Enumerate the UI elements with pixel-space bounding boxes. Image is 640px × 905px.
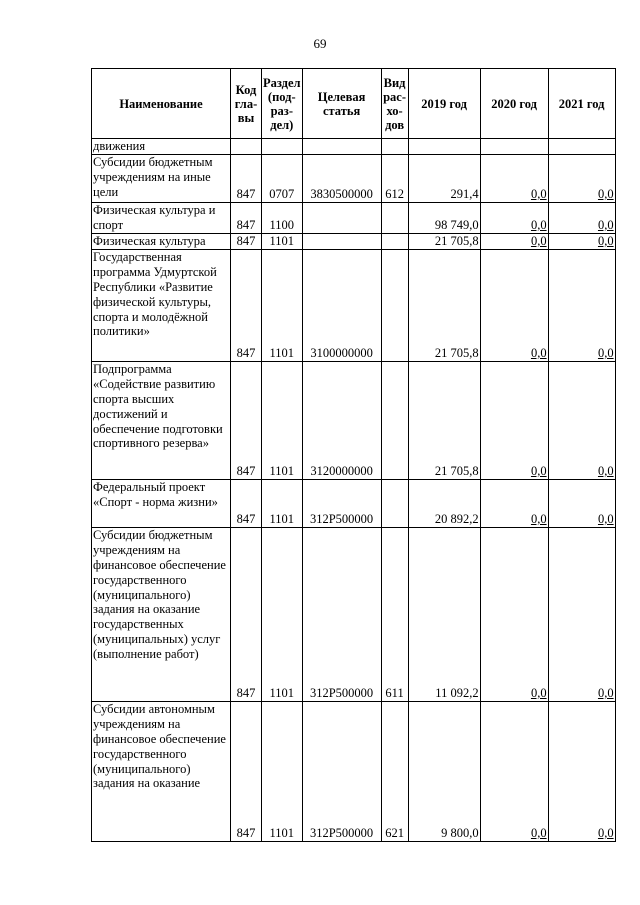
cell-2019: 21 705,8 bbox=[408, 249, 480, 361]
cell-expense-type: 621 bbox=[381, 701, 408, 841]
cell-name: Субсидии бюджетным учреждениям на иные цели bbox=[92, 154, 231, 202]
cell-2021: 0,0 bbox=[548, 202, 615, 233]
header-chapter: Код гла-вы bbox=[231, 69, 262, 139]
header-target: Целевая статья bbox=[302, 69, 381, 139]
cell-2020: 0,0 bbox=[480, 361, 548, 479]
cell-target: 3830500000 bbox=[302, 154, 381, 202]
cell-2019: 9 800,0 bbox=[408, 701, 480, 841]
cell-chapter: 847 bbox=[231, 527, 262, 701]
cell-expense-type bbox=[381, 479, 408, 527]
cell-target bbox=[302, 139, 381, 155]
budget-table bbox=[91, 68, 616, 842]
cell-target: 312P500000 bbox=[302, 479, 381, 527]
cell-target: 312P500000 bbox=[302, 701, 381, 841]
cell-2020: 0,0 bbox=[480, 249, 548, 361]
cell-2020: 0,0 bbox=[480, 233, 548, 249]
header-row bbox=[92, 69, 616, 139]
header-2020: 2020 год bbox=[480, 69, 548, 139]
cell-name: движения bbox=[92, 139, 231, 155]
cell-name: Подпрограмма «Содействие развитию спорта высших достижений и обеспечение подготовки спортивного резерва» bbox=[92, 361, 231, 479]
cell-2019: 11 092,2 bbox=[408, 527, 480, 701]
cell-name: Федеральный проект «Спорт - норма жизни» bbox=[92, 479, 231, 527]
cell-2021 bbox=[548, 139, 615, 155]
cell-section: 1101 bbox=[262, 233, 303, 249]
cell-2020: 0,0 bbox=[480, 701, 548, 841]
cell-2019: 20 892,2 bbox=[408, 479, 480, 527]
cell-target: 3120000000 bbox=[302, 361, 381, 479]
header-2019: 2019 год bbox=[408, 69, 480, 139]
cell-2021: 0,0 bbox=[548, 479, 615, 527]
cell-section: 1101 bbox=[262, 361, 303, 479]
cell-expense-type bbox=[381, 361, 408, 479]
cell-expense-type bbox=[381, 139, 408, 155]
cell-expense-type bbox=[381, 249, 408, 361]
cell-chapter: 847 bbox=[231, 479, 262, 527]
page-number: 69 bbox=[313, 36, 327, 51]
cell-expense-type: 611 bbox=[381, 527, 408, 701]
header-expense-type: Вид рас-хо-дов bbox=[381, 69, 408, 139]
cell-2021: 0,0 bbox=[548, 154, 615, 202]
cell-chapter: 847 bbox=[231, 249, 262, 361]
cell-expense-type bbox=[381, 202, 408, 233]
cell-2020: 0,0 bbox=[480, 202, 548, 233]
header-section: Раздел (под-раз-дел) bbox=[262, 69, 303, 139]
cell-2021: 0,0 bbox=[548, 361, 615, 479]
cell-target bbox=[302, 233, 381, 249]
cell-2021: 0,0 bbox=[548, 249, 615, 361]
cell-2021: 0,0 bbox=[548, 527, 615, 701]
table-row bbox=[92, 701, 616, 841]
cell-2019: 98 749,0 bbox=[408, 202, 480, 233]
cell-expense-type: 612 bbox=[381, 154, 408, 202]
table-row bbox=[92, 361, 616, 479]
cell-section: 1101 bbox=[262, 479, 303, 527]
cell-name: Субсидии бюджетным учреждениям на финансовое обеспечение государственного (муниципального) задания на оказание государственных (муниципальных) услуг (выполнение работ) bbox=[92, 527, 231, 701]
cell-2021: 0,0 bbox=[548, 233, 615, 249]
header-name: Наименование bbox=[92, 69, 231, 139]
cell-2019: 291,4 bbox=[408, 154, 480, 202]
cell-chapter bbox=[231, 139, 262, 155]
cell-name: Физическая культура и спорт bbox=[92, 202, 231, 233]
cell-2019 bbox=[408, 139, 480, 155]
cell-section: 1101 bbox=[262, 249, 303, 361]
cell-name: Государственная программа Удмуртской Республики «Развитие физической культуры, спорта и молодёжной политики» bbox=[92, 249, 231, 361]
cell-expense-type bbox=[381, 233, 408, 249]
cell-chapter: 847 bbox=[231, 361, 262, 479]
cell-chapter: 847 bbox=[231, 701, 262, 841]
cell-section: 1101 bbox=[262, 527, 303, 701]
cell-target: 3100000000 bbox=[302, 249, 381, 361]
cell-chapter: 847 bbox=[231, 233, 262, 249]
table-row bbox=[92, 233, 616, 249]
table-row bbox=[92, 154, 616, 202]
cell-2020: 0,0 bbox=[480, 527, 548, 701]
table-row bbox=[92, 249, 616, 361]
cell-2021: 0,0 bbox=[548, 701, 615, 841]
cell-section: 0707 bbox=[262, 154, 303, 202]
cell-name: Физическая культура bbox=[92, 233, 231, 249]
cell-2019: 21 705,8 bbox=[408, 233, 480, 249]
cell-2020 bbox=[480, 139, 548, 155]
cell-section: 1101 bbox=[262, 701, 303, 841]
cell-chapter: 847 bbox=[231, 154, 262, 202]
cell-section bbox=[262, 139, 303, 155]
table-row bbox=[92, 527, 616, 701]
cell-target bbox=[302, 202, 381, 233]
cell-2020: 0,0 bbox=[480, 154, 548, 202]
table-row bbox=[92, 202, 616, 233]
cell-name: Субсидии автономным учреждениям на финансовое обеспечение государственного (муниципального) задания на оказание bbox=[92, 701, 231, 841]
cell-chapter: 847 bbox=[231, 202, 262, 233]
table-row bbox=[92, 479, 616, 527]
cell-2019: 21 705,8 bbox=[408, 361, 480, 479]
cell-section: 1100 bbox=[262, 202, 303, 233]
cell-target: 312P500000 bbox=[302, 527, 381, 701]
header-2021: 2021 год bbox=[548, 69, 615, 139]
cell-2020: 0,0 bbox=[480, 479, 548, 527]
table-row bbox=[92, 139, 616, 155]
